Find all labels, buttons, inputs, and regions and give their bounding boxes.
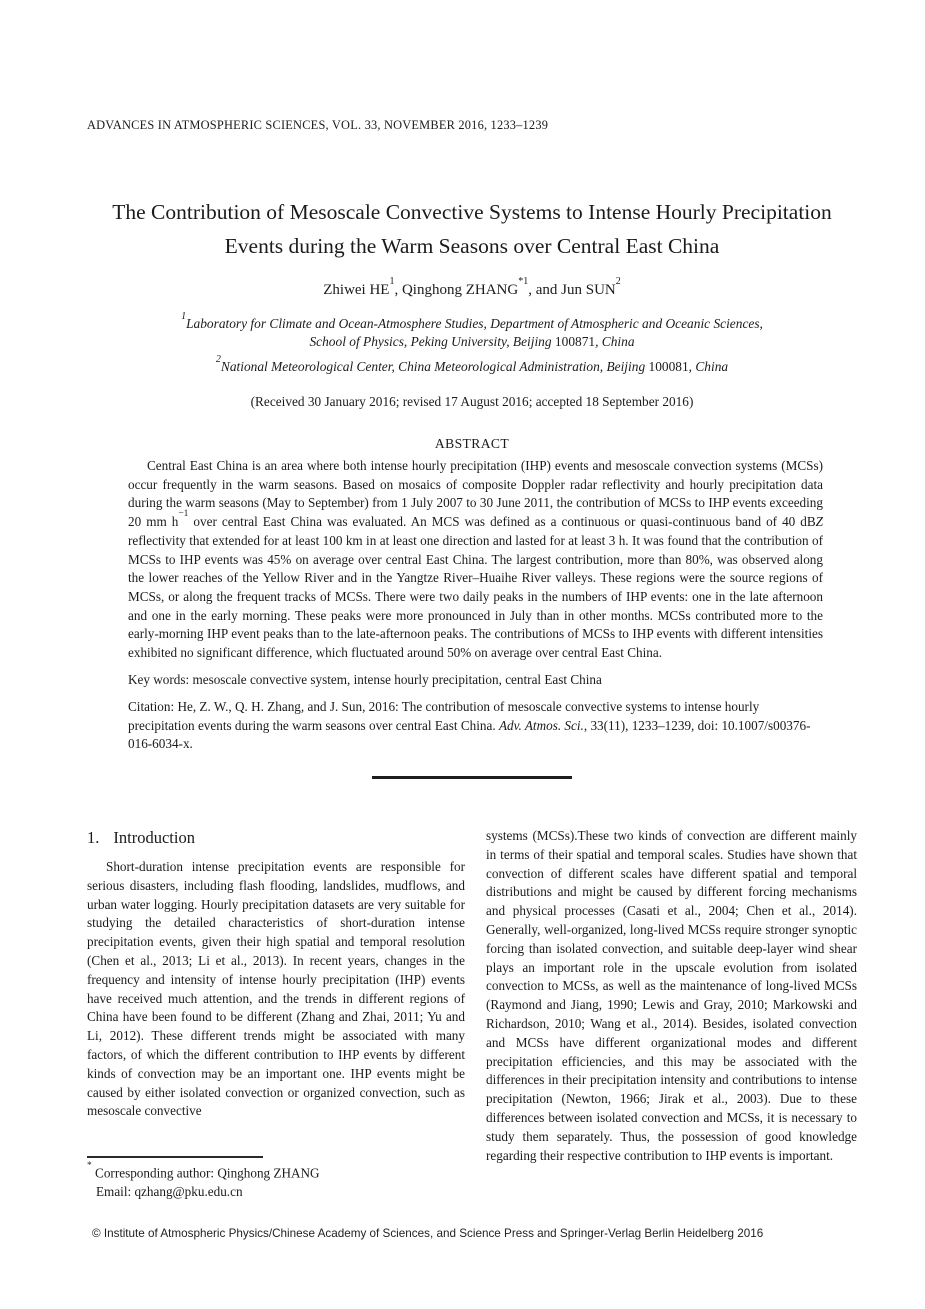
- abstract-divider-rule: [372, 776, 572, 779]
- affiliation-2-postcode: 100081: [648, 359, 689, 374]
- affiliation-1-text: , China: [595, 333, 635, 349]
- author-separator: , and: [528, 282, 562, 298]
- affiliation-2-text: , China: [688, 359, 729, 374]
- author-affiliation-marker: 1: [389, 276, 395, 287]
- affiliation-1-line2: [87, 333, 857, 351]
- section-title: Introduction: [113, 828, 195, 847]
- abstract-text: [128, 457, 823, 663]
- affiliation-2: [87, 353, 857, 376]
- author-affiliation-marker: *1: [518, 276, 529, 287]
- intro-paragraph-right-column: systems (MCSs).These two kinds of convection are different mainly in terms of their spatial and temporal scales. Studies have shown that convection of different scales have different spatial and temporal distributions and might be caused by different forcing mechanisms and physical processes (Casati et al., 2004; Chen et al., 2014). Generally, well-organized, long-lived MCSs require stronger synoptic forcing than isolated convection, and suitable deep-layer wind shear plays an important role in the upscale evolution from isolated convection to MCSs, as well as the maintenance of long-lived MCSs (Raymond and Jiang, 1990; Lewis and Gray, 2010; Markowski and Richardson, 2010; Wang et al., 2014). Besides, isolated convection and MCSs have different organizational modes and different precipitation efficiencies, and this may be associated with the differences in their precipitation intensity and contributions to intense precipitation (Newton, 1966; Jirak et al., 2003). Due to these differences between isolated convection and MCSs, it is necessary to study them separately. Thus, the possession of good knowledge regarding their respective contribution to IHP events is important.: [486, 828, 857, 1163]
- affiliation-1-text: School of Physics, Peking University, Beijing: [309, 333, 555, 349]
- footnote-rule: [87, 1156, 263, 1158]
- affiliation-2-text: National Meteorological Center, China Meteorological Administration, Beijing: [220, 359, 649, 374]
- abstract-heading: ABSTRACT: [434, 436, 510, 451]
- abstract-part: reflectivity that extended for at least 100 km in at least one direction and lasted for at least 3 h. It was found that the contribution of MCSs to IHP events was 45% on average over central East China. The largest contribution, more than 80%, was observed along the lower reaches of the Yellow River and in the Yangtze River–Huaihe River valleys. These regions were the source regions of MCSs, or along the frequent tracks of MCSs. There were two daily peaks in the numbers of IHP events: one in the late afternoon and one in the early morning. These peaks were more pronounced in July than in other months. MCSs contributed more to the early-morning IHP event peaks than to the late-afternoon peaks. The contributions of MCSs to IHP events with different intensities exhibited no significant difference, which fluctuated around 50% on average over central East China.: [128, 532, 823, 661]
- citation: [128, 698, 823, 754]
- footnote-marker: *: [87, 1161, 92, 1171]
- received-dates: (Received 30 January 2016; revised 17 August 2016; accepted 18 September 2016): [250, 394, 694, 409]
- article-title: The Contribution of Mesoscale Convective Systems to Intense Hourly Precipitation Events during the Warm Seasons over Central East China: [112, 200, 832, 258]
- author-name: Qinghong ZHANG: [401, 282, 519, 298]
- author-name: Jun SUN: [561, 282, 616, 298]
- footnote-author-text: Corresponding author: Qinghong ZHANG: [95, 1165, 320, 1181]
- author-name: Zhiwei HE: [323, 282, 390, 298]
- keywords: Key words: mesoscale convective system, intense hourly precipitation, central East China: [128, 672, 602, 687]
- footnote-line-author: [87, 1161, 467, 1183]
- citation-text: Citation: He, Z. W., Q. H. Zhang, and J. Sun, 2016: The contribution of mesoscale convective systems to intense hourly precipitation events during the warm seasons over central East China.: [128, 699, 760, 733]
- citation-text: , 33(11), 1233–1239, doi: 10.1007/s00376-016-6034-x.: [128, 717, 811, 752]
- superscript-exponent: −1: [178, 508, 189, 519]
- section-heading-introduction: [87, 828, 195, 848]
- journal-header: ADVANCES IN ATMOSPHERIC SCIENCES, VOL. 33, NOVEMBER 2016, 1233–1239: [87, 118, 549, 132]
- intro-paragraph-left-column: Short-duration intense precipitation events are responsible for serious disasters, including flash flooding, landslides, mudflows, and urban water logging. Hourly precipitation datasets are very suitable for studying the detailed characteristics of short-duration intense precipitation events, given their high spatial and temporal resolution (Chen et al., 2013; Li et al., 2013). In recent years, changes in the frequency and intensity of intense hourly precipitation (IHP) events have received much attention, and the trends in different regions of China have been found to be different (Zhang and Zhai, 2011; Yu and Li, 2012). These different trends might be associated with many factors, of which the different contribution to IHP events by different kinds of convection may be an important one. IHP events might be caused by either isolated convection or organized convection, such as mesoscale convective: [87, 859, 465, 1119]
- dbz-variable: Z: [815, 514, 824, 530]
- author-affiliation-marker: 2: [615, 276, 621, 287]
- author-list: [87, 276, 857, 299]
- citation-journal-name: Adv. Atmos. Sci.: [498, 717, 584, 733]
- abstract-part: over central East China was evaluated. An MCS was defined as a continuous or quasi-continuous band of 40 dB: [188, 514, 816, 530]
- affiliation-1-line1: [87, 310, 857, 333]
- affiliation-1-marker: 1: [181, 310, 187, 322]
- footnote-line-email: Email: qzhang@pku.edu.cn: [96, 1183, 243, 1199]
- copyright-footer: © Institute of Atmospheric Physics/Chinese Academy of Sciences, and Science Press and Springer-Verlag Berlin Heidelberg 2016: [92, 1227, 764, 1240]
- affiliation-2-marker: 2: [215, 353, 221, 365]
- section-number: 1.: [87, 828, 100, 847]
- corresponding-author-footnote: [87, 1161, 467, 1202]
- affiliation-1-text: Laboratory for Climate and Ocean-Atmosphere Studies, Department of Atmospheric and Oceanic Sciences,: [186, 316, 763, 331]
- affiliation-1: [87, 310, 857, 350]
- affiliation-1-postcode: 100871: [554, 333, 596, 349]
- abstract-part: Central East China is an area where both intense hourly precipitation (IHP) events and mesoscale convection systems (MCSs) occur frequently in the warm seasons. Based on mosaics of composite Doppler radar reflectivity and hourly precipitation data during the warm seasons (May to September) from 1 July 2007 to 30 June 2011, the contribution of MCSs to IHP events exceeding 20 mm h: [128, 458, 823, 530]
- author-separator: ,: [394, 282, 402, 298]
